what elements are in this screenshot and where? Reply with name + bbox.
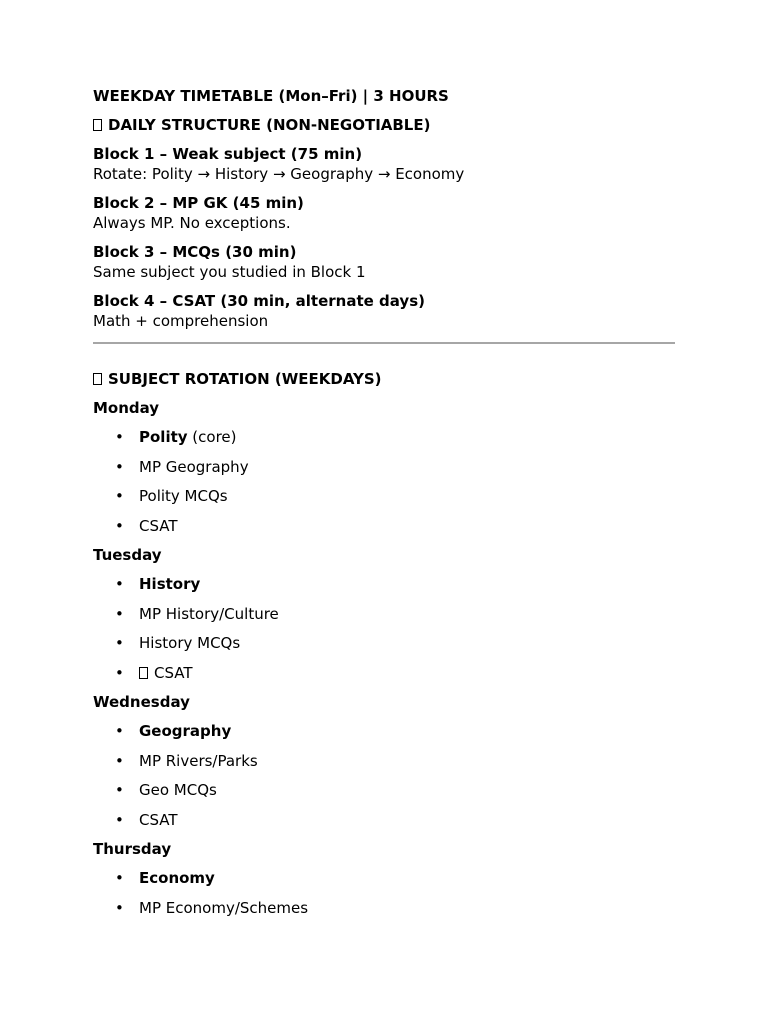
list-item-bold: Economy: [139, 869, 215, 887]
list-item-text: MP History/Culture: [139, 604, 279, 623]
list-item: [93, 633, 675, 653]
list-item: [93, 516, 675, 536]
bullet-icon: •: [115, 634, 124, 652]
list-item-text: CSAT: [139, 516, 178, 535]
list-item: [93, 486, 675, 506]
missing-glyph-icon: [139, 667, 148, 679]
day-heading-wednesday: Wednesday: [93, 693, 190, 711]
list-item-text: CSAT: [139, 810, 178, 829]
list-item: [93, 751, 675, 771]
rotation-heading-text: SUBJECT ROTATION (WEEKDAYS): [108, 370, 382, 388]
day-list-monday: [93, 427, 675, 536]
list-item-text: Geo MCQs: [139, 781, 217, 799]
bullet-icon: •: [115, 810, 124, 829]
block-title: Block 1 – Weak subject (75 min): [93, 145, 363, 163]
list-item-text: MP Economy/Schemes: [139, 898, 309, 917]
bullet-icon: •: [115, 869, 124, 887]
list-item-bold: Geography: [139, 722, 232, 740]
missing-glyph-icon: [93, 119, 102, 131]
bullet-icon: •: [115, 722, 124, 740]
list-item: [93, 663, 675, 683]
list-item: [93, 810, 675, 830]
list-item-bold: Polity: [139, 428, 188, 446]
list-item: [93, 457, 675, 477]
list-item-text: History MCQs: [139, 634, 241, 652]
day-heading-thursday: Thursday: [93, 840, 172, 858]
list-item-text: MP Rivers/Parks: [139, 751, 258, 770]
list-item: [93, 898, 675, 918]
list-item-text: (core): [187, 428, 237, 446]
list-item-text: CSAT: [154, 663, 193, 682]
block-description: Always MP. No exceptions.: [93, 214, 291, 232]
block-title: Block 4 – CSAT (30 min, alternate days): [93, 292, 425, 310]
day-heading-monday: Monday: [93, 399, 160, 417]
block-4: [93, 291, 675, 331]
day-heading-tuesday: Tuesday: [93, 546, 162, 564]
block-2: [93, 193, 675, 233]
bullet-icon: •: [115, 898, 124, 917]
bullet-icon: •: [115, 781, 124, 799]
document-title: WEEKDAY TIMETABLE (Mon–Fri) | 3 HOURS: [93, 87, 449, 105]
bullet-icon: •: [115, 428, 124, 446]
block-description: Same subject you studied in Block 1: [93, 263, 366, 281]
list-item: [93, 574, 675, 594]
list-item-bold: History: [139, 575, 201, 593]
horizontal-divider: [93, 342, 675, 344]
block-description: Math + comprehension: [93, 312, 269, 330]
bullet-icon: •: [115, 575, 124, 593]
bullet-icon: •: [115, 663, 124, 682]
daily-structure-heading: [93, 115, 675, 135]
bullet-icon: •: [115, 516, 124, 535]
block-title: Block 2 – MP GK (45 min): [93, 194, 304, 212]
block-description: Rotate: Polity → History → Geography → Economy: [93, 165, 465, 183]
document-page: [93, 86, 675, 927]
list-item: [93, 868, 675, 888]
block-3: [93, 242, 675, 282]
day-list-tuesday: [93, 574, 675, 683]
bullet-icon: •: [115, 457, 124, 476]
list-item-text: MP Geography: [139, 457, 249, 476]
bullet-icon: •: [115, 751, 124, 770]
list-item: [93, 604, 675, 624]
list-item-text: Polity MCQs: [139, 487, 228, 505]
bullet-icon: •: [115, 487, 124, 505]
rotation-heading: [93, 369, 675, 389]
bullet-icon: •: [115, 604, 124, 623]
day-list-wednesday: [93, 721, 675, 830]
day-list-thursday: [93, 868, 675, 918]
block-title: Block 3 – MCQs (30 min): [93, 243, 297, 261]
list-item: [93, 427, 675, 447]
missing-glyph-icon: [93, 373, 102, 385]
list-item: [93, 721, 675, 741]
list-item: [93, 780, 675, 800]
block-1: [93, 144, 675, 184]
daily-structure-heading-text: DAILY STRUCTURE (NON-NEGOTIABLE): [108, 116, 431, 134]
